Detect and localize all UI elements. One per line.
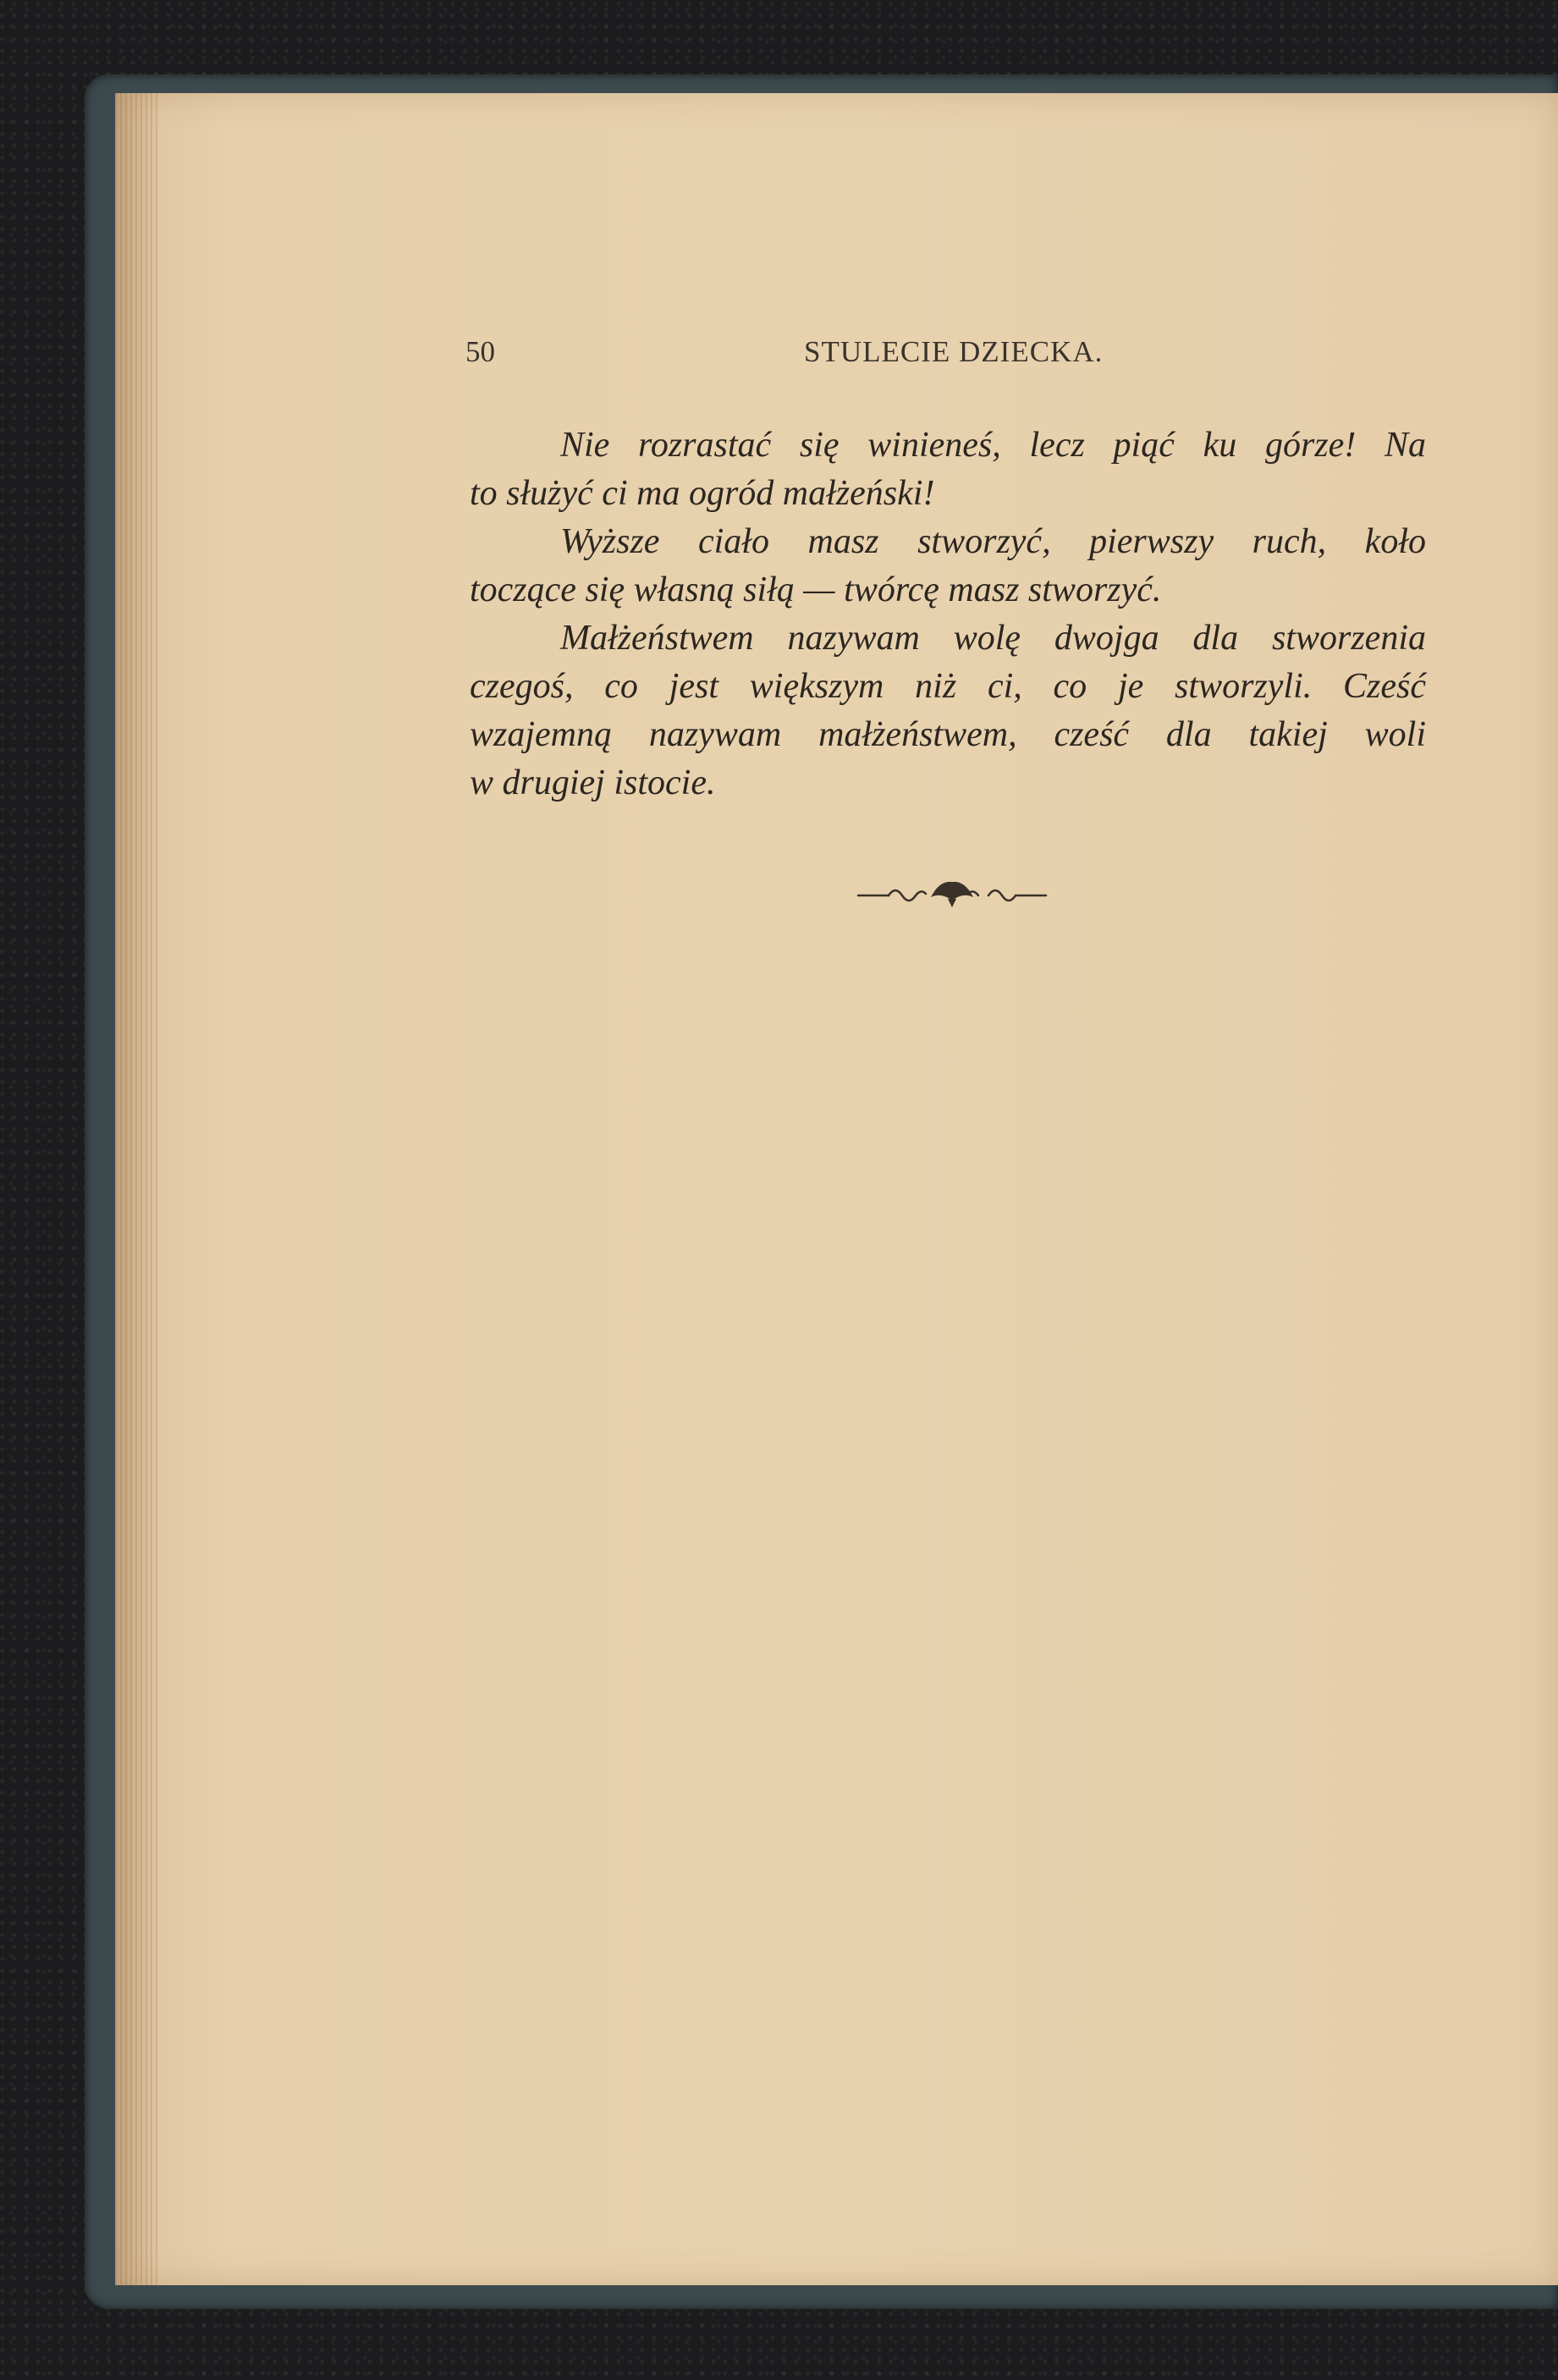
text-line: w drugiej istocie. bbox=[470, 763, 716, 802]
page-number: 50 bbox=[465, 335, 495, 368]
page-header bbox=[465, 335, 1439, 377]
fleuron-ornament-icon bbox=[855, 877, 1049, 911]
text-line: toczące się własną siłą — twórcę masz stworzyć. bbox=[470, 570, 1162, 609]
text-line: Nie rozrastać się winieneś, lecz piąć ku górze! Na bbox=[560, 426, 1426, 465]
text-line: wzajemną nazywam małżeństwem, cześć dla takiej woli bbox=[470, 715, 1426, 754]
text-line: Małżeństwem nazywam wolę dwojga dla stworzenia bbox=[560, 619, 1426, 658]
page-gutter bbox=[115, 93, 159, 2285]
text-line: to służyć ci ma ogród małżeński! bbox=[470, 474, 935, 513]
text-line: Wyższe ciało masz stworzyć, pierwszy ruch, koło bbox=[560, 522, 1426, 561]
body-text bbox=[470, 421, 1426, 807]
running-title: STULECIE DZIECKA. bbox=[804, 335, 1104, 368]
text-line: czegoś, co jest większym niż ci, co je stworzyli. Cześć bbox=[470, 667, 1426, 706]
